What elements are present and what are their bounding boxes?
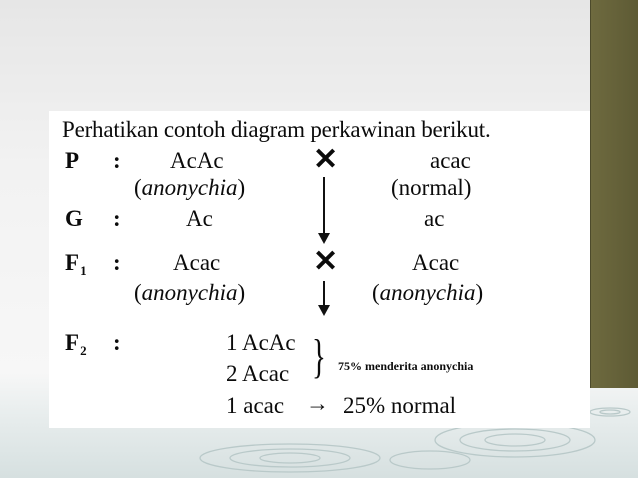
f2-genotype-1: 1 AcAc (226, 330, 296, 355)
f2-normal-percentage: 25% normal (343, 393, 457, 418)
f2-genotype-3: 1 acac (226, 393, 285, 418)
right-arrow-icon: → (306, 391, 329, 416)
cross-icon: ✕ (313, 245, 339, 278)
f1-left-phenotype: (anonychia) (134, 280, 246, 305)
decorative-sidebar (590, 0, 638, 388)
f2-label: $F_2$ (65, 330, 87, 358)
f1-right-phenotype: (anonychia) (372, 280, 484, 305)
f1-offspring-left: Acac (173, 250, 221, 275)
f1-offspring-right: Acac (412, 250, 460, 275)
p-colon: : (113, 148, 121, 173)
genetics-cross-diagram (49, 111, 590, 428)
p-label: P (65, 148, 80, 173)
diagram-heading: Perhatikan contoh diagram perkawinan berikut. (62, 117, 491, 142)
f1-label: $F_1$ (65, 250, 87, 278)
f1-colon: : (113, 250, 121, 275)
g-label: G (65, 206, 83, 231)
cross-icon: ✕ (313, 143, 339, 176)
p-parent-right: acac (430, 148, 471, 173)
p-parent-left: AcAc (170, 148, 224, 173)
f2-colon: : (113, 330, 121, 355)
g-colon: : (113, 206, 121, 231)
down-arrow-icon (323, 177, 325, 234)
f2-brace-note: 75% menderita anonychia (338, 359, 474, 373)
p-right-phenotype: (normal) (391, 175, 472, 200)
brace-icon: } (312, 330, 326, 383)
g-gamete-right: ac (424, 206, 445, 231)
f2-genotype-2: 2 Acac (226, 361, 290, 386)
down-arrow-icon (323, 281, 325, 306)
g-gamete-left: Ac (186, 206, 213, 231)
p-left-phenotype: (anonychia) (134, 175, 246, 200)
